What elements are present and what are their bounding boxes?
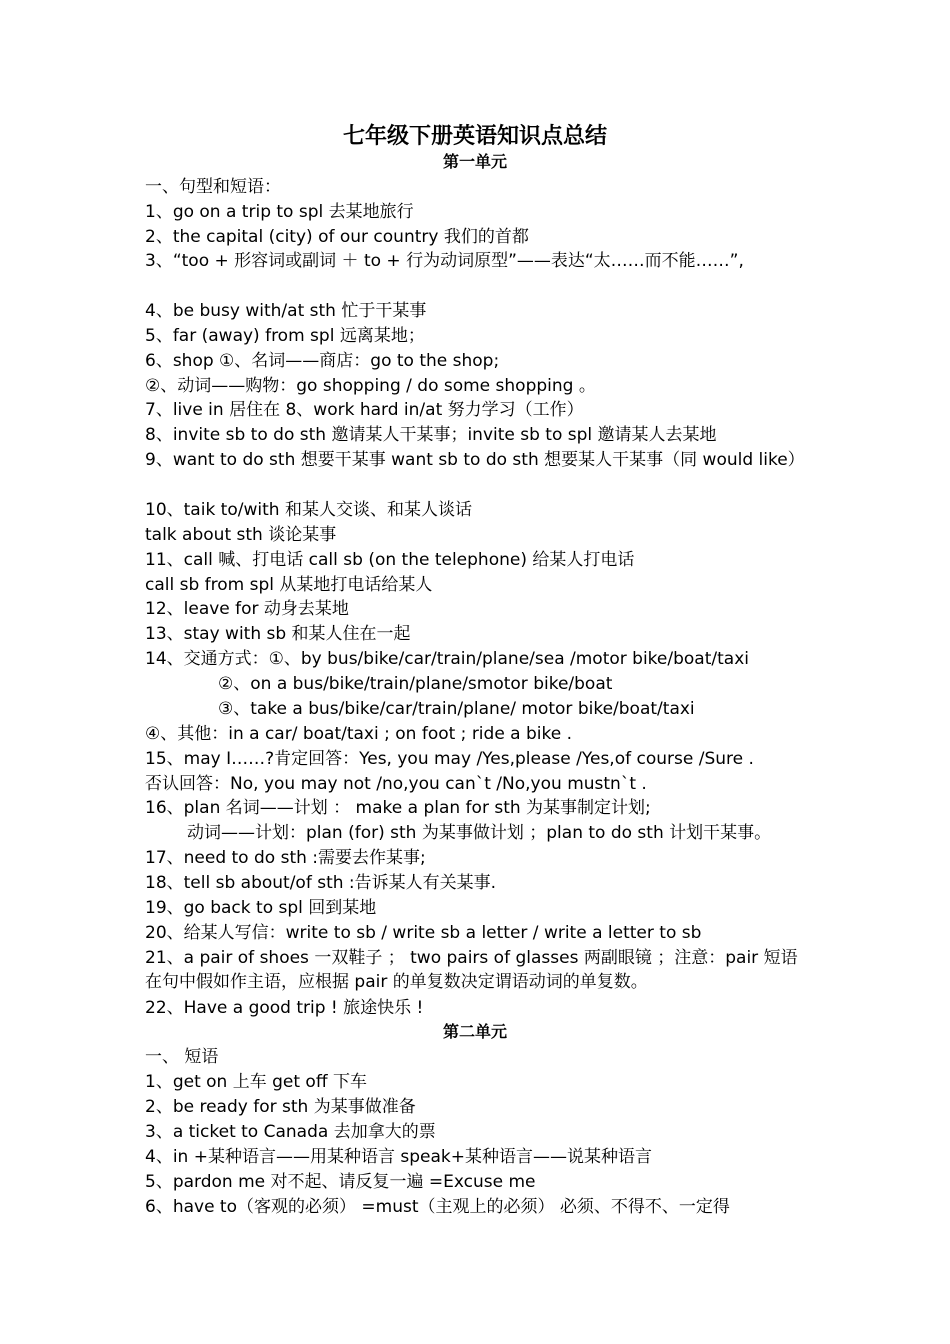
unit1-line: 2、the capital (city) of our country 我们的首都 (145, 227, 529, 247)
unit1-line: 18、tell sb about/of sth :告诉某人有关某事. (145, 873, 497, 893)
unit1-line: call sb from spl 从某地打电话给某人 (145, 575, 433, 595)
unit1-line: 3、“too + 形容词或副词 ＋ to + 行为动词原型”——表达“太……而不能……”, (145, 251, 744, 271)
unit2-heading: 第二单元 (442, 1022, 507, 1041)
unit2-line: 2、be ready for sth 为某事做准备 (145, 1097, 416, 1117)
unit1-line: 12、leave for 动身去某地 (145, 599, 349, 619)
unit1-line: 11、call 喊、打电话 call sb (on the telephone) 给某人打电话 (145, 550, 635, 570)
unit1-line: 4、be busy with/at sth 忙于干某事 (145, 301, 427, 321)
unit1-line: ②、动词——购物：go shopping / do some shopping 。 (145, 376, 596, 396)
unit1-line: 17、need to do sth :需要去作某事; (145, 848, 426, 868)
unit2-line: 6、have to（客观的必须） =must（主观上的必须） 必须、不得不、一定得 (145, 1197, 730, 1217)
unit1-line: 10、taik to/with 和某人交谈、和某人谈话 (145, 500, 472, 520)
document-title: 七年级下册英语知识点总结 (342, 124, 607, 149)
unit1-line: ②、on a bus/bike/train/plane/smotor bike/boat (218, 674, 613, 694)
unit1-line: 16、plan 名词——计划 ： make a plan for sth 为某事制定计划; (145, 798, 651, 818)
unit1-line: talk about sth 谈论某事 (145, 525, 337, 545)
unit1-line: 1、go on a trip to spl 去某地旅行 (145, 202, 414, 222)
unit1-line: 15、may I……?肯定回答：Yes, you may /Yes,please /Yes,of course /Sure . (145, 749, 754, 769)
unit1-line: 7、live in 居住在 8、work hard in/at 努力学习（工作） (145, 400, 584, 420)
unit2-line: 1、get on 上车 get off 下车 (145, 1072, 367, 1092)
unit2-line: 4、in +某种语言——用某种语言 speak+某种语言——说某种语言 (145, 1147, 652, 1167)
unit1-line: 5、far (away) from spl 远离某地； (145, 326, 425, 346)
unit1-line: 13、stay with sb 和某人住在一起 (145, 624, 411, 644)
unit1-line: 14、交通方式：①、by bus/bike/car/train/plane/sea /motor bike/boat/taxi (145, 649, 749, 669)
unit1-line: 一、句型和短语： (145, 177, 281, 197)
unit1-line: 19、go back to spl 回到某地 (145, 898, 377, 918)
unit1-line: 21、a pair of shoes 一双鞋子 ； two pairs of glasses 两副眼镜 ；注意：pair 短语在句中假如作主语，应根据 pair 的单复数决定谓语动词的单复数。 (145, 948, 798, 992)
unit2-line: 5、pardon me 对不起、请反复一遍 =Excuse me (145, 1172, 536, 1192)
unit1-line: 6、shop ①、名词——商店：go to the shop; (145, 351, 500, 371)
unit1-line: ③、take a bus/bike/car/train/plane/ motor bike/boat/taxi (218, 699, 695, 719)
unit1-line: 22、Have a good trip ! 旅途快乐 ! (145, 998, 424, 1018)
unit1-line: ④、其他：in a car/ boat/taxi ; on foot ; ride a bike . (145, 724, 573, 744)
unit1-line: 动词——计划：plan (for) sth 为某事做计划 ；plan to do sth 计划干某事。 (187, 823, 772, 843)
unit1-line: 8、invite sb to do sth 邀请某人干某事；invite sb to spl 邀请某人去某地 (145, 425, 717, 445)
unit1-line: 否认回答：No, you may not /no,you can`t /No,you mustn`t . (145, 774, 647, 794)
unit1-heading: 第一单元 (442, 152, 507, 171)
unit2-line: 3、a ticket to Canada 去加拿大的票 (145, 1122, 436, 1142)
unit1-line: 20、给某人写信：write to sb / write sb a letter / write a letter to sb (145, 923, 702, 943)
unit2-line: 一、 短语 (145, 1047, 219, 1067)
unit1-line: 9、want to do sth 想要干某事 want sb to do sth 想要某人干某事（同 would like） (145, 450, 805, 470)
